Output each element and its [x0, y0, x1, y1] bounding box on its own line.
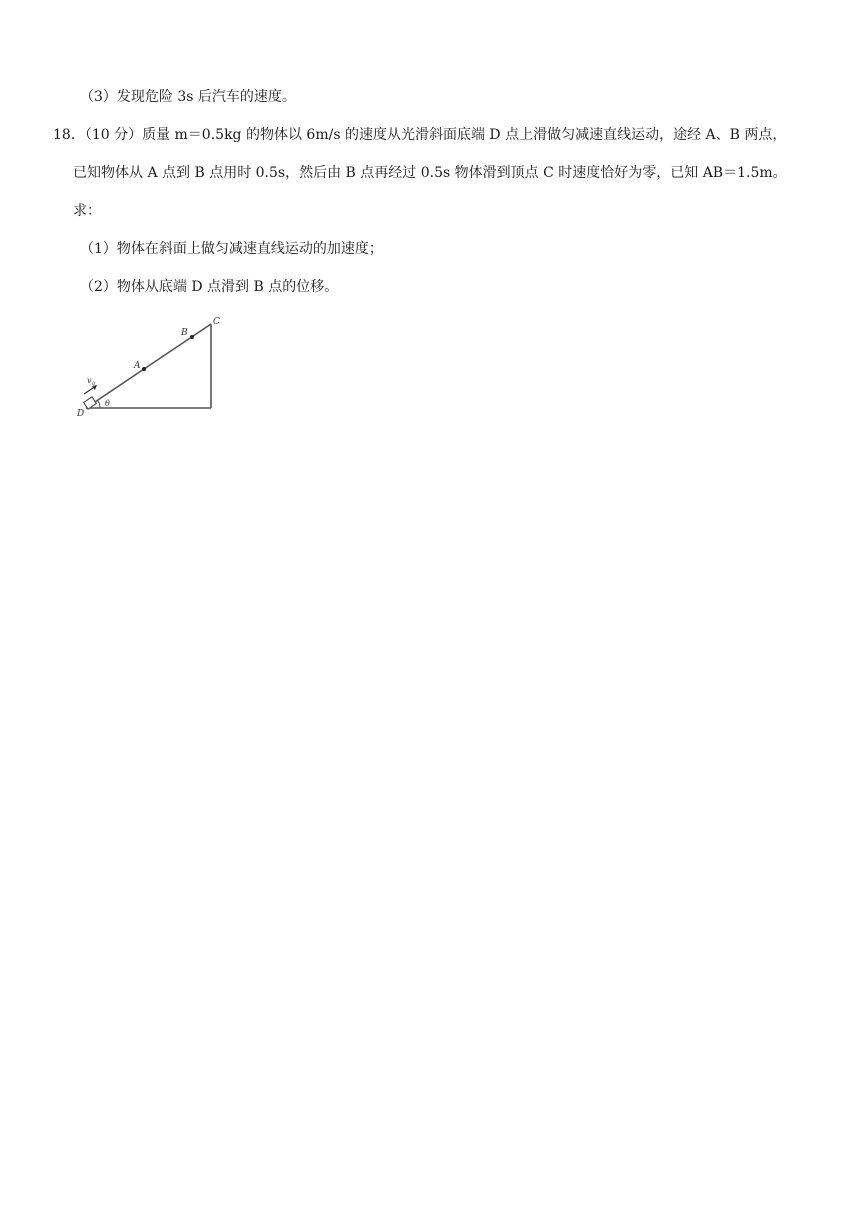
label-v0: v: [87, 376, 92, 385]
point-b: [190, 335, 194, 339]
label-a: A: [134, 361, 141, 371]
question-18-stem-line-2: 已知物体从 A 点到 B 点用时 0.5s，然后由 B 点再经过 0.5s 物体滑到顶点 C 时速度恰好为零，已知 AB＝1.5m。: [73, 165, 787, 181]
label-d: D: [77, 409, 85, 419]
question-18-stem-line-1: 18．（10 分）质量 m＝0.5kg 的物体以 6m/s 的速度从光滑斜面底端 D 点上滑做匀减速直线运动，途经 A、B 两点，: [53, 127, 787, 143]
label-c: C: [213, 317, 220, 327]
question-18-part-1: （1）物体在斜面上做匀减速直线运动的加速度；: [80, 241, 383, 257]
angle-arc: [98, 400, 100, 408]
question-18-stem-line-3: 求：: [73, 203, 101, 219]
question-18-part-2: （2）物体从底端 D 点滑到 B 点的位移。: [80, 279, 339, 295]
label-b: B: [181, 328, 188, 338]
point-a: [142, 367, 146, 371]
question-17-part-3: （3）发现危险 3s 后汽车的速度。: [80, 89, 296, 105]
label-theta: θ: [105, 399, 110, 408]
label-v0-subscript: 0: [92, 381, 96, 387]
incline-diagram: [70, 312, 230, 424]
